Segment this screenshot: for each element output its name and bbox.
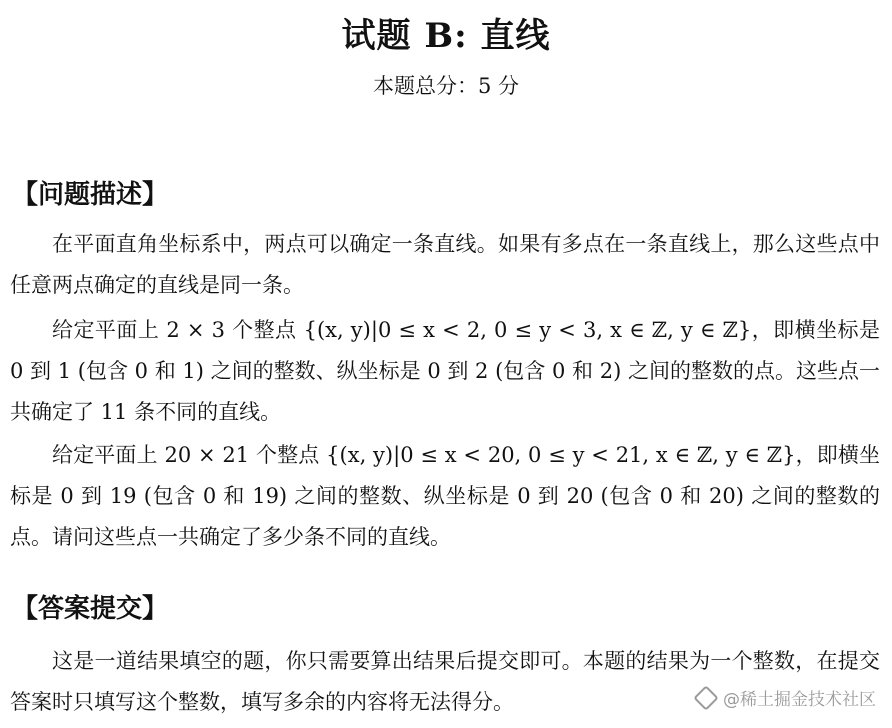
problem-paragraph-3: 给定平面上 20 × 21 个整点 {(x, y)|0 ≤ x < 20, 0 ≤ y < 21, x ∈ ℤ, y ∈ ℤ}，即横坐标是 0 到 19 (包含 0 和 19) 之间的整数、纵坐标是 0 到 20 (包含 0 和 20) 之间的整数的点。请问这些点一共确定了多少条不同的直线。	[10, 443, 880, 549]
problem-description-heading: 【问题描述】	[12, 180, 169, 210]
problem-paragraph-2: 给定平面上 2 × 3 个整点 {(x, y)|0 ≤ x < 2, 0 ≤ y < 3, x ∈ ℤ, y ∈ ℤ}，即横坐标是 0 到 1 (包含 0 和 1) 之间的整数、纵坐标是 0 到 2 (包含 0 和 2) 之间的整数的点。这些点一共确定了 11 条不同的直线。	[10, 318, 880, 424]
problem-paragraph-1: 在平面直角坐标系中，两点可以确定一条直线。如果有多点在一条直线上，那么这些点中任意两点确定的直线是同一条。	[10, 232, 880, 297]
site-watermark	[695, 684, 878, 711]
total-score: 本题总分：5 分	[372, 74, 520, 98]
juejin-logo-icon	[693, 685, 718, 710]
answer-submission-heading: 【答案提交】	[12, 594, 169, 624]
watermark-text: @稀土掘金技术社区	[723, 690, 876, 710]
answer-paragraph-1: 这是一道结果填空的题，你只需要算出结果后提交即可。本题的结果为一个整数，在提交答案时只填写这个整数，填写多余的内容将无法得分。	[10, 649, 880, 714]
problem-title: 试题 B: 直线	[341, 16, 551, 56]
